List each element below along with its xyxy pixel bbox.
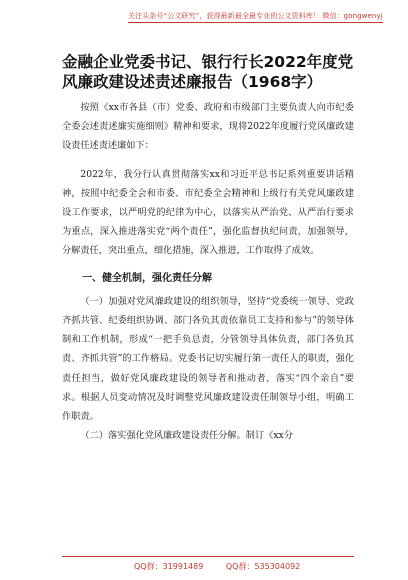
document-title: 金融企业党委书记、银行行长2022年度党风廉政建设述责述廉报告（1968字） (62, 53, 354, 91)
section-paragraph: （一）加强对党风廉政建设的组织领导，坚持“党委统一领导、党政齐抓共管、纪委组织协调、部门各负其责依靠员工支持和参与”的领导体制和工作机制，形成“一把手负总责，分管领导具体负责，部门各负其责、齐抓共管”的工作格局。党委书记切实履行第一责任人的职责，强化责任担当，做好党风廉政建设的领导者和推动者，落实“四个亲自”要求。根据人员变动情况及时调整党风廉政建设责任制领导小组，明确工作职责。 (62, 295, 354, 423)
summary-paragraph: 2022年，我分行认真贯彻落实xx和习近平总书记系列重要讲话精神，按照中纪委全会和市委、市纪委全会精神和上级行有关党风廉政建设工作要求，以严明党的纪律为中心，以落实从严治党、从严治行要求为重点，深入推进落实党“两个责任”，强化监督执纪问责，加强领导，分解责任，突出重点，细化措施，深入推进，工作取得了成效。 (62, 168, 354, 257)
promo-header-text: 关注头条号“公文研究”，获得最新最全最专业的公文资料库！ 微信：gongwenyj (128, 12, 383, 20)
qq-group-1: QQ群：31991489 (134, 562, 204, 571)
promo-header (128, 11, 383, 21)
footer-divider (62, 556, 354, 557)
intro-paragraph: 按照《xx市各县（市）党委、政府和市级部门主要负责人向市纪委全委会述责述廉实施细则》精神和要求，现将2022年度履行党风廉政建设责任述责述廉如下： (62, 102, 354, 152)
header-divider (128, 22, 383, 23)
qq-group-2: QQ群：535304092 (225, 562, 301, 571)
section-paragraph: （二）落实强化党风廉政建设责任分解。制订《xx分 (80, 430, 293, 442)
section-heading: 一、健全机制，强化责任分解 (82, 272, 212, 284)
document-body (62, 98, 354, 445)
contact-footer (134, 561, 300, 572)
